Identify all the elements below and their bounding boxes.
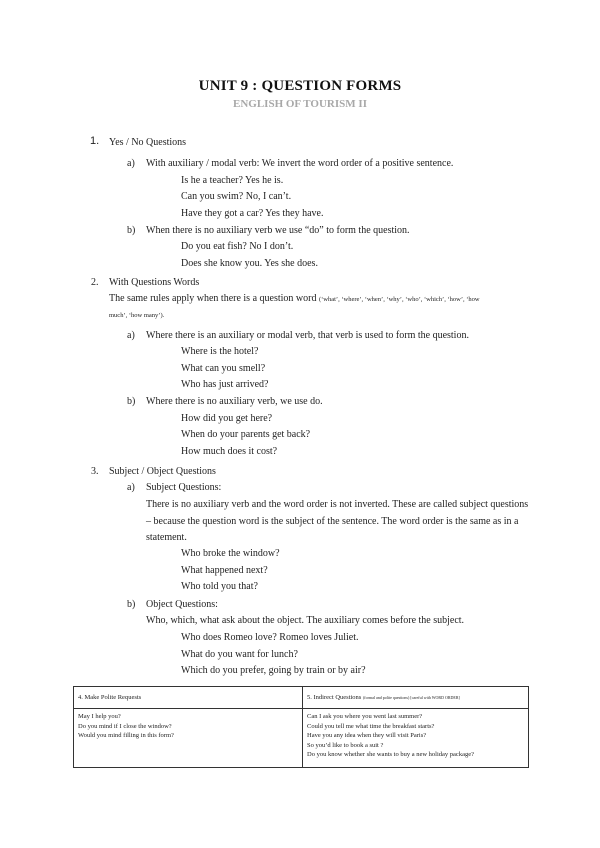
section-2-rule-words: (‘what’, ‘where’, ‘when’, ‘why’, ‘who’, ‘which’, ‘how’, ‘how <box>318 296 480 303</box>
section-2b-text: Where there is no auxiliary verb, we use do. <box>146 396 323 407</box>
list-item: Could you tell me what time the breakfast starts? <box>307 722 435 730</box>
section-3a-example: What happened next? <box>181 565 268 576</box>
section-2a-label: a) <box>127 330 135 341</box>
section-3a-label: a) <box>127 482 135 493</box>
section-2a-example: Where is the hotel? <box>181 346 259 357</box>
section-2-rule <box>109 292 480 306</box>
section-3-number: 3. <box>91 466 99 477</box>
section-3b-title: Object Questions: <box>146 599 218 610</box>
section-3b-example: What do you want for lunch? <box>181 649 298 660</box>
section-1-heading: Yes / No Questions <box>109 137 187 148</box>
section-3a-paragraph: There is no auxiliary verb and the word order is not inverted. These are called subject questions – because the question word is the subject of the sentence. The word order is the same as in a statement. <box>146 499 529 543</box>
section-3-heading: Subject / Object Questions <box>109 466 216 477</box>
list-item: Do you mind if I close the window? <box>78 722 172 730</box>
section-3b-text: Who, which, what ask about the object. The auxiliary comes before the subject. <box>146 615 465 626</box>
section-2-rule-main: The same rules apply when there is a question word <box>109 293 317 304</box>
polite-requests-cell <box>74 709 303 768</box>
section-2b-example: How did you get here? <box>181 413 273 424</box>
indirect-questions-note: (formal and polite questions) [careful with WORD ORDER] <box>362 694 460 700</box>
indirect-questions-title: 5. Indirect Questions <box>307 693 362 701</box>
section-1a-example: Is he a teacher? Yes he is. <box>181 175 284 186</box>
section-1a-label: a) <box>127 158 135 169</box>
list-item: May I help you? <box>78 713 121 720</box>
table-header-indirect-questions <box>303 687 529 709</box>
list-item: Can I ask you where you went last summer? <box>307 713 423 720</box>
section-2a-text: Where there is an auxiliary or modal verb, that verb is used to form the question. <box>146 330 469 341</box>
section-1a-text: With auxiliary / modal verb: We invert the word order of a positive sentence. <box>146 158 454 169</box>
section-2-rule-words-cont: much’, ‘how many’). <box>109 312 165 319</box>
table-header-polite-requests: 4. Make Polite Requests <box>74 687 303 709</box>
section-1-number: 1. <box>90 135 100 147</box>
section-3a-example: Who told you that? <box>181 581 258 592</box>
list-item: Would you mind filling in this form? <box>78 732 174 739</box>
section-3a-title: Subject Questions: <box>146 482 222 493</box>
list-item: Do you know whether she wants to buy a new holiday package? <box>307 751 474 758</box>
section-3b-label: b) <box>127 599 136 610</box>
section-3a-example: Who broke the window? <box>181 548 280 559</box>
list-item: Have you any idea when they will visit Paris? <box>307 732 427 739</box>
summary-table <box>73 686 529 768</box>
page-subtitle: ENGLISH OF TOURISM II <box>233 98 367 110</box>
section-1b-example: Does she know you. Yes she does. <box>181 258 318 269</box>
section-3b-example: Who does Romeo love? Romeo loves Juliet. <box>181 632 359 643</box>
section-1a-example: Can you swim? No, I can’t. <box>181 191 292 202</box>
section-2a-example: Who has just arrived? <box>181 379 269 390</box>
page-title: UNIT 9 : QUESTION FORMS <box>198 78 402 94</box>
section-3b-example: Which do you prefer, going by train or by air? <box>181 665 366 676</box>
section-2a-example: What can you smell? <box>181 363 266 374</box>
section-1b-label: b) <box>127 225 136 236</box>
list-item: So you’d like to book a suit ? <box>307 741 384 749</box>
section-2-number: 2. <box>91 277 99 288</box>
section-2b-example: When do your parents get back? <box>181 429 311 440</box>
section-1b-example: Do you eat fish? No I don’t. <box>181 241 294 252</box>
section-2b-label: b) <box>127 396 136 407</box>
section-1b-text: When there is no auxiliary verb we use “do” to form the question. <box>146 225 410 236</box>
section-1a-example: Have they got a car? Yes they have. <box>181 208 324 219</box>
section-2b-example: How much does it cost? <box>181 446 278 457</box>
section-2-heading: With Questions Words <box>109 277 200 288</box>
table-header-row <box>74 687 529 709</box>
table-body-row <box>74 709 529 768</box>
indirect-questions-cell <box>303 709 529 768</box>
